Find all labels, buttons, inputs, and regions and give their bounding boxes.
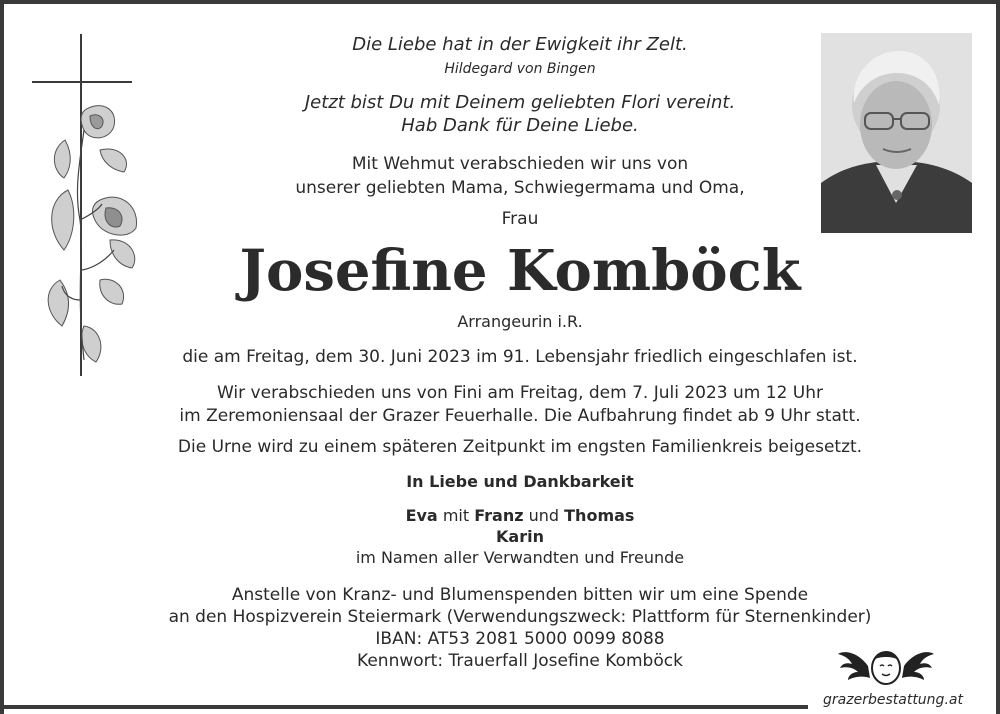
word-mit: mit	[442, 506, 470, 525]
donation-line-1: Anstelle von Kranz- und Blumenspenden bitten wir um eine Spende	[231, 585, 809, 605]
signature-heading: In Liebe und Dankbarkeit	[406, 472, 634, 491]
intro-line-2: unserer geliebten Mama, Schwiegermama und Oma,	[295, 178, 745, 198]
bottom-rule	[0, 705, 808, 709]
signature-line-1	[100, 505, 940, 526]
donation-line-2: an den Hospizverein Steiermark (Verwendungszweck: Plattform für Sternenkinder)	[168, 607, 872, 627]
donation-info	[100, 584, 940, 672]
cross-icon-horizontal	[32, 81, 132, 83]
word-und: und	[528, 506, 560, 525]
service-info	[100, 382, 940, 428]
opening-quote: Die Liebe hat in der Ewigkeit ihr Zelt.	[352, 34, 688, 55]
signer-thomas: Thomas	[564, 506, 635, 525]
service-line-2: im Zeremoniensaal der Grazer Feuerhalle. Die Aufbahrung findet ab 9 Uhr statt.	[179, 406, 861, 426]
signer-karin: Karin	[496, 527, 544, 546]
deceased-title: Arrangeurin i.R.	[457, 312, 583, 331]
intro-line-1: Mit Wehmut verabschieden wir uns von	[351, 154, 689, 174]
second-quote-line-1: Jetzt bist Du mit Deinem geliebten Flori vereint.	[304, 92, 736, 113]
second-quote-line-2: Hab Dank für Deine Liebe.	[401, 115, 639, 136]
donation-kennwort: Kennwort: Trauerfall Josefine Komböck	[357, 651, 683, 671]
signer-eva: Eva	[405, 506, 438, 525]
deceased-name: Josefine Komböck	[239, 238, 801, 304]
second-quote	[100, 91, 940, 137]
signer-franz: Franz	[474, 506, 524, 525]
urn-info: Die Urne wird zu einem späteren Zeitpunkt im engsten Familienkreis beigesetzt.	[177, 437, 863, 457]
angel-wings-logo	[838, 644, 934, 690]
signature-names	[100, 505, 940, 568]
service-line-1: Wir verabschieden uns von Fini am Freitag, dem 7. Juli 2023 um 12 Uhr	[217, 383, 823, 403]
salutation: Frau	[501, 209, 539, 229]
brand-text[interactable]: grazerbestattung.at	[823, 692, 963, 708]
death-notice: die am Freitag, dem 30. Juni 2023 im 91. Lebensjahr friedlich eingeschlafen ist.	[182, 347, 858, 367]
quote-author: Hildegard von Bingen	[444, 61, 596, 77]
donation-iban: IBAN: AT53 2081 5000 0099 8088	[375, 629, 665, 649]
intro-text	[100, 152, 940, 200]
signature-footer: im Namen aller Verwandten und Freunde	[355, 548, 685, 567]
